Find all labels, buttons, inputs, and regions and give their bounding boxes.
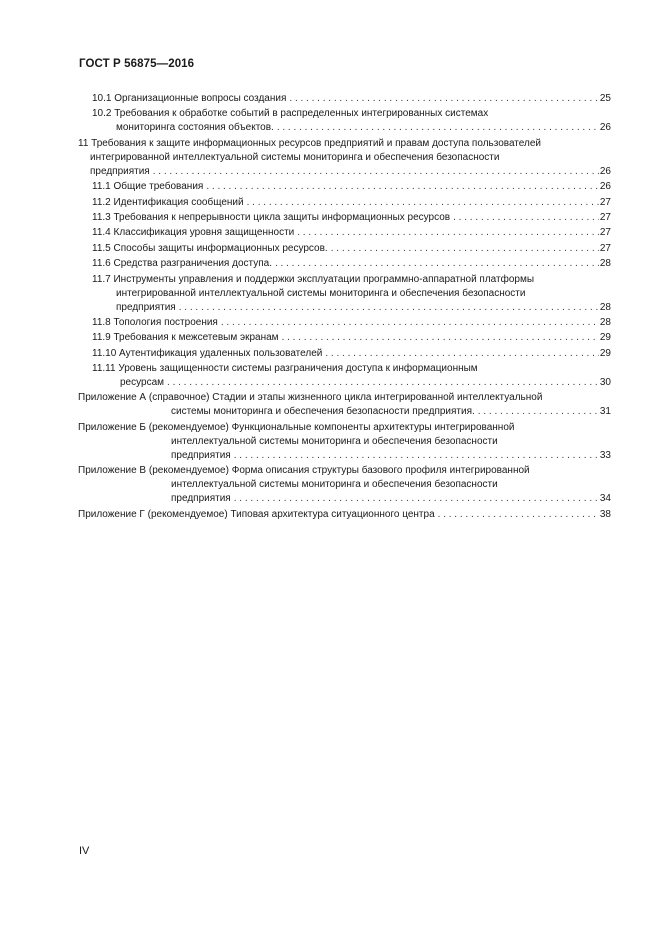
toc-entry-title: предприятия <box>90 165 150 177</box>
toc-entry-title-line: 11.11 Уровень защищенности системы разграничения доступа к информационным <box>92 363 478 375</box>
toc-entry[interactable] <box>78 421 611 463</box>
toc-entry-title-line: Приложение Б (рекомендуемое) Функциональные компоненты архитектуры интегрированной <box>78 421 515 433</box>
toc-entry-title: 11.2 Идентификация сообщений <box>92 196 244 208</box>
toc-page-number: 27 <box>599 211 611 223</box>
toc-entry[interactable] <box>78 180 611 194</box>
toc-entry[interactable] <box>78 242 611 256</box>
toc-entry[interactable] <box>78 92 611 106</box>
toc-entry-title: 11.4 Классификация уровня защищенности <box>92 227 295 239</box>
dot-leader <box>153 165 599 179</box>
toc-page-number: 30 <box>599 377 611 389</box>
dot-leader <box>297 226 599 240</box>
dot-leader <box>282 331 599 345</box>
page-number: IV <box>79 845 90 857</box>
toc-entry-title: мониторинга состояния объектов. <box>116 122 274 134</box>
dot-leader <box>277 121 599 135</box>
toc-entry[interactable] <box>78 257 611 271</box>
toc-entry-title-line: 11.7 Инструменты управления и поддержки эксплуатации программно-аппаратной платформы <box>92 273 535 285</box>
toc-entry-title: ресурсам <box>120 377 165 389</box>
toc-entry-title-line: интеллектуальной системы мониторинга и обеспечения безопасности <box>171 435 498 447</box>
dot-leader <box>167 376 599 390</box>
toc-entry-title: 11.5 Способы защиты информационных ресурсов. <box>92 242 328 254</box>
dot-leader <box>179 301 599 315</box>
toc-page-number: 27 <box>599 227 611 239</box>
toc-entry-title: предприятия <box>116 301 176 313</box>
toc-entry-title: предприятия <box>171 449 231 461</box>
toc-entry[interactable] <box>78 464 611 506</box>
toc-entry-title: предприятия <box>171 493 231 505</box>
dot-leader <box>206 180 599 194</box>
toc-entry[interactable] <box>78 347 611 361</box>
toc-page-number: 29 <box>599 347 611 359</box>
toc-entry[interactable] <box>78 273 611 315</box>
dot-leader <box>289 92 598 106</box>
toc-entry-title: 11.9 Требования к межсетевым экранам <box>92 332 279 344</box>
dot-leader <box>221 316 599 330</box>
dot-leader <box>438 508 599 522</box>
toc-entry-title: 11.1 Общие требования <box>92 181 204 193</box>
toc-page-number: 28 <box>599 301 611 313</box>
toc-page-number: 25 <box>599 93 611 104</box>
toc-page-number: 27 <box>599 242 611 254</box>
toc-page-number: 33 <box>599 449 611 461</box>
toc-entry[interactable] <box>78 107 611 135</box>
toc-entry[interactable] <box>78 316 611 330</box>
toc-entry-title-line: 10.2 Требования к обработке событий в распределенных интегрированных системах <box>92 108 489 120</box>
toc-page-number: 26 <box>599 181 611 193</box>
toc-entry-title: 11.10 Аутентификация удаленных пользователей <box>92 347 323 359</box>
toc-entry-title: Приложение Г (рекомендуемое) Типовая архитектура ситуационного центра <box>78 508 435 520</box>
toc-page-number: 38 <box>599 508 611 520</box>
toc-entry[interactable] <box>78 391 611 419</box>
toc-page-number: 26 <box>599 122 611 134</box>
dot-leader <box>478 405 599 419</box>
toc-page-number: 28 <box>599 316 611 328</box>
toc-entry-title: 11.6 Средства разграничения доступа. <box>92 258 272 270</box>
toc-entry-title-line: интегрированной интеллектуальной системы мониторинга и обеспечения безопасности <box>116 287 526 299</box>
toc-page-number: 26 <box>599 165 611 177</box>
table-of-contents <box>78 92 611 523</box>
toc-page-number: 28 <box>599 258 611 270</box>
dot-leader <box>453 211 599 225</box>
toc-entry[interactable] <box>78 211 611 225</box>
toc-entry-title-line: 11 Требования к защите информационных ресурсов предприятий и правам доступа пользователей <box>78 137 541 149</box>
toc-entry-title: системы мониторинга и обеспечения безопасности предприятия. <box>171 406 475 418</box>
toc-entry-title-line: Приложение А (справочное) Стадии и этапы жизненного цикла интегрированной интеллектуальной <box>78 392 543 404</box>
toc-entry-title-line: интегрированной интеллектуальной системы мониторинга и обеспечения безопасности <box>90 151 500 163</box>
toc-entry-title-line: Приложение В (рекомендуемое) Форма описания структуры базового профиля интегрированной <box>78 465 530 477</box>
toc-page-number: 31 <box>599 406 611 418</box>
toc-page-number: 34 <box>599 493 611 505</box>
dot-leader <box>247 196 599 210</box>
toc-entry[interactable] <box>78 196 611 210</box>
toc-entry[interactable] <box>78 226 611 240</box>
dot-leader <box>234 492 599 506</box>
toc-entry-title: 10.1 Организационные вопросы создания <box>92 93 287 104</box>
dot-leader <box>234 449 599 463</box>
dot-leader <box>275 257 599 271</box>
toc-entry-title-line: интеллектуальной системы мониторинга и обеспечения безопасности <box>171 479 498 491</box>
dot-leader <box>325 347 599 361</box>
document-header: ГОСТ Р 56875—2016 <box>79 58 195 70</box>
dot-leader <box>331 242 599 256</box>
toc-entry-title: 11.3 Требования к непрерывности цикла защиты информационных ресурсов <box>92 211 451 223</box>
toc-entry[interactable] <box>78 362 611 390</box>
toc-page-number: 27 <box>599 196 611 208</box>
toc-page-number: 29 <box>599 332 611 344</box>
toc-entry[interactable] <box>78 331 611 345</box>
toc-entry[interactable] <box>78 508 611 522</box>
toc-entry[interactable] <box>78 137 611 179</box>
toc-entry-title: 11.8 Топология построения <box>92 316 218 328</box>
